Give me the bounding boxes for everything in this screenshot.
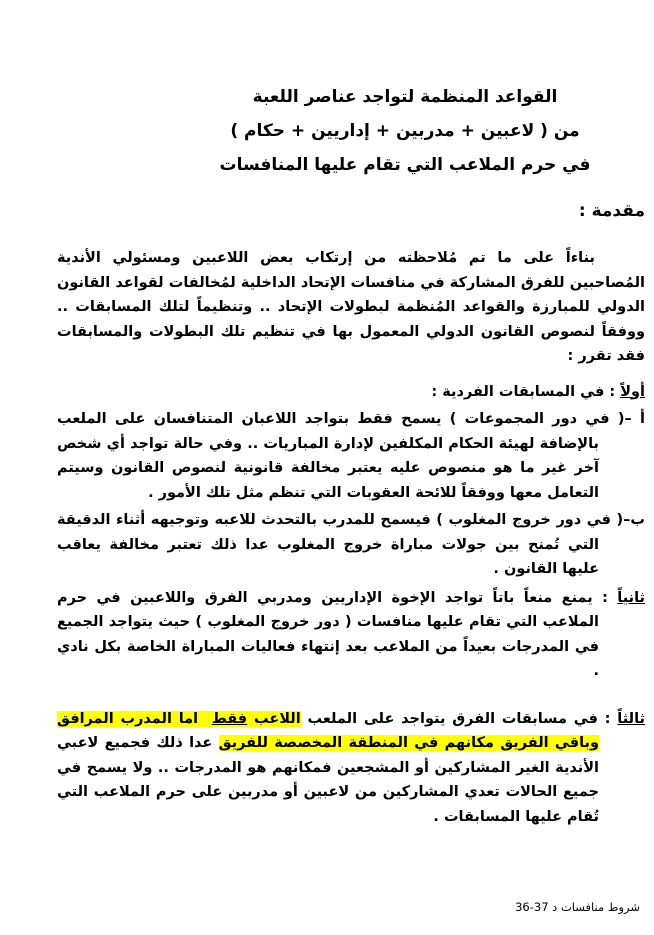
document-content (57, 0, 645, 829)
item-b-text: ( في دور خروج المغلوب ) فيسمح للمدرب بالتحدث للاعبه وتوجيهه أثناء الدقيقة التي تُمنح بين جولات مباراة خروج المغلوب عدا ذلك تعتبر مخالفة يعاقب عليها القانون . (57, 512, 624, 577)
text-segment: : في مسابقات الفرق يتواجد على الملعب (300, 710, 618, 727)
section-one-item-a (57, 407, 645, 505)
text-segment: عدا ذلك فجميع لاعبي الأندية الغير المشاركين أو المشجعين فمكانهم هو المدرجات .. ولا يسمح في جميع الحالات تعدي المشاركين من لاعبين أو مدربين على حرم الملاعب التي تُقام عليها المسابقات . (57, 735, 599, 825)
text-segment: : يمنع منعاً باتاً تواجد الإخوة الإداريين ومدربي الفرق واللاعبين في حرم الملاعب التي تقام عليها منافسات ( دور خروج المغلوب ) حيث يتواجد الجميع في المدرجات بعيداً من الملاعب بعد إنتهاء فعاليات المباراة الخاصة بكل نادي . (57, 589, 618, 679)
title-line-1: القواعد المنظمة لتواجد عناصر اللعبة (252, 87, 558, 107)
intro-heading: مقدمة : (578, 201, 645, 221)
text-segment: : في المسابقات الفردية : (431, 383, 621, 400)
page-footer: شروط منافسات د 37-36 (515, 900, 640, 914)
section-one-item-b (57, 508, 645, 582)
item-b-marker: ب– (623, 512, 645, 528)
document-title (165, 80, 645, 182)
section-three-paragraph (57, 707, 645, 830)
intro-paragraph: بناءاً على ما تم مُلاحظته من إرتكاب بعض اللاعبين ومسئولي الأندية المُصاحبين للفرق المشاركة في منافسات الإتحاد الداخلية لمُخالفات لقواعد القانون الدولي للمبارزة والقواعد المُنظمة لبطولات الإتحاد .. وتنظيماً لتلك المسابقات .. ووفقاً لنصوص القانون الدولي المعمول بها في تنظيم تلك البطولات والمسابقات فقد تقرر : (57, 250, 645, 364)
text-segment: ثانياً (617, 589, 645, 606)
text-segment: أولاً (620, 383, 645, 400)
title-line-2: من ( لاعبين + مدربين + إداريين + حكام ) (230, 121, 580, 141)
text-segment: اما المدرب المرافق وباقي الفريق مكانهم في المنطقة المخصصة للفريق (57, 710, 599, 751)
section-two-paragraph (57, 586, 645, 684)
text-segment: اللاعب (247, 710, 301, 727)
section-one-heading (57, 380, 645, 405)
text-segment: فقط (211, 710, 248, 727)
item-a-text: ( في دور المجموعات ) يسمح فقط بتواجد اللاعبان المتنافسان على الملعب بالإضافة لهيئة الحكام المكلفين لإدارة المباريات .. وفي حالة تواجد أي شخص آخر غير ما هو منصوص عليه يعتبر مخالفة قانونية لنصوص القانون وسيتم التعامل معها ووفقاً للائحة العقوبات التي تنظم مثل تلك الأمور . (57, 411, 625, 501)
text-segment: ثالثاً (617, 710, 645, 727)
title-line-3: في حرم الملاعب التي تقام عليها المنافسات (219, 155, 591, 175)
item-a-marker: أ – (624, 411, 645, 427)
